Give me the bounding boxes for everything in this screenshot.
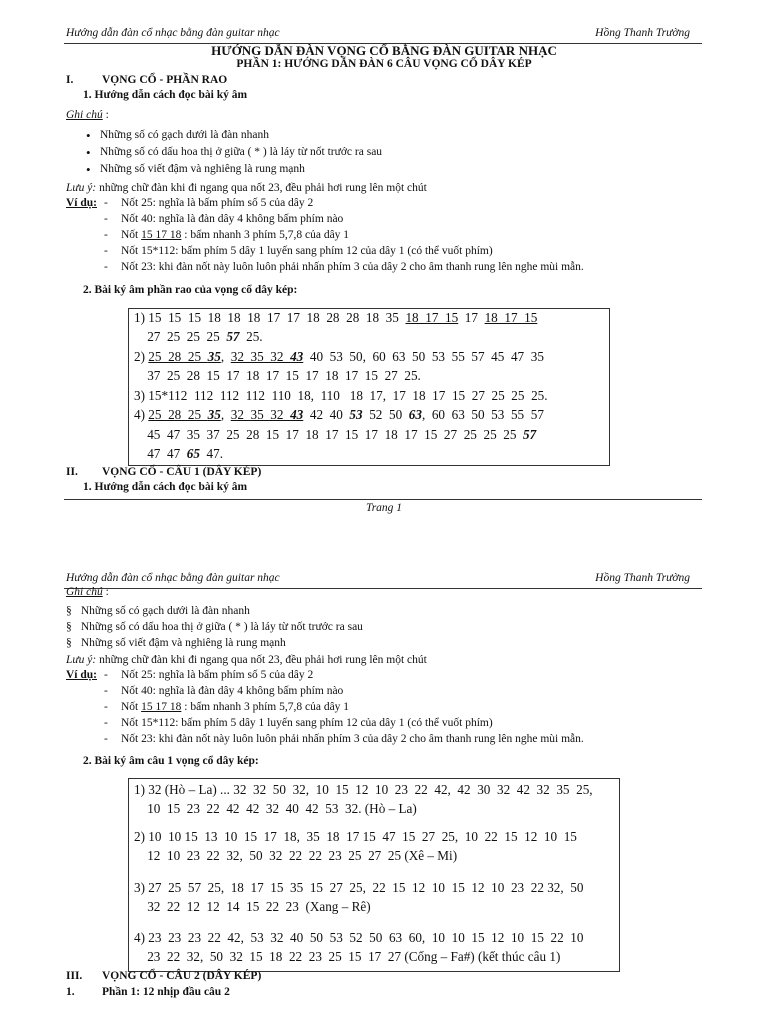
notation-line: 12 10 23 22 32, 50 32 22 22 23 25 27 25 (Xê – Mi) (134, 848, 458, 863)
luu-y-line (66, 182, 427, 194)
notation-segment: 43 (290, 407, 304, 422)
notation-segment: 18 17 15 (405, 310, 459, 325)
note-item (66, 621, 363, 633)
notation-line: 23 22 32, 50 32 15 18 22 23 25 15 17 27 (Cống – Fa#) (kết thúc câu 1) (134, 949, 561, 964)
notation-segment: 37 25 28 15 17 18 17 15 17 18 17 15 27 25. (134, 368, 421, 383)
note-item: • Những số có gạch dưới là đàn nhanh (86, 129, 382, 146)
example-text: Nốt 25: nghĩa là bấm phím số 5 của dây 2 (121, 197, 314, 209)
section-mark: § (66, 605, 72, 617)
section-mark: § (66, 621, 72, 633)
notation-line (134, 310, 537, 326)
notation-segment: 25 28 25 (148, 407, 208, 422)
note-text: Những số có dấu hoa thị ở giữa ( * ) là láy từ nốt trước ra sau (80, 621, 363, 633)
example-line: - Nốt 15*112: bấm phím 5 dây 1 luyến sang phím 12 của dây 1 (có thể vuốt phím) (104, 245, 493, 257)
section-2-sub1: 1. Hướng dẫn cách đọc bài ký âm (83, 481, 248, 493)
section-cau1-sub2: 2. Bài ký âm câu 1 vọng cổ dây kép: (83, 755, 259, 767)
header-left: Hướng dẫn đàn cổ nhạc bằng đàn guitar nhạc (66, 572, 280, 584)
note-item: • Những số viết đậm và nghiêng là rung mạnh (86, 163, 382, 180)
example-text: Nốt 40: nghĩa là đàn dây 4 không bấm phím nào (121, 213, 344, 225)
section-3-sub1 (66, 986, 230, 998)
example-line: Ví dụ: - Nốt 25: nghĩa là bấm phím số 5 của dây 2 (66, 197, 314, 209)
notation-segment: 57 (523, 427, 537, 442)
document-subtitle: PHẦN 1: HƯỚNG DẪN ĐÀN 6 CÂU VỌNG CỔ DÂY KÉP (236, 58, 532, 70)
notation-segment: 32 35 32 (230, 407, 291, 422)
notation-line: 3) 27 25 57 25, 18 17 15 35 15 27 25, 22 15 12 10 15 12 10 23 22 32, 50 (134, 880, 584, 895)
notation-segment: 43 (290, 349, 304, 364)
vi-du-label: Ví dụ: (66, 197, 97, 209)
example-text: : bấm nhanh 3 phím 5,7,8 của dây 1 (181, 229, 350, 241)
notation-line (134, 407, 544, 423)
rao-notation-box (128, 308, 610, 466)
note-label: Ghi chú (66, 586, 103, 598)
example-line: - Nốt 40: nghĩa là đàn dây 4 không bấm phím nào (104, 213, 344, 225)
notation-segment: 25. (239, 329, 263, 344)
example-line: - Nốt 15 17 18 : bấm nhanh 3 phím 5,7,8 của dây 1 (104, 701, 350, 713)
section-3-heading (66, 970, 261, 982)
notation-line (134, 427, 536, 443)
notation-segment: , 60 63 50 53 55 57 (421, 407, 544, 422)
notation-line: 4) 23 23 23 22 42, 53 32 40 50 53 52 50 63 60, 10 10 15 12 10 15 22 10 (134, 930, 584, 945)
section-1-heading (66, 74, 227, 86)
notation-line: 10 15 23 22 42 42 32 40 42 53 32. (Hò – La) (134, 801, 417, 816)
luu-y-line (66, 654, 427, 666)
page-number: Trang 1 (365, 502, 403, 514)
example-text: Nốt 25: nghĩa là bấm phím số 5 của dây 2 (121, 669, 314, 681)
example-underlined: 15 17 18 (141, 701, 182, 713)
notation-segment: 40 53 50, 60 63 50 53 55 57 45 47 35 (303, 349, 544, 364)
page1-header (64, 27, 702, 44)
notation-segment: 4) (134, 407, 149, 422)
notation-line: 32 22 12 12 14 15 22 23 (Xang – Rê) (134, 899, 371, 914)
note-heading (66, 586, 109, 598)
luu-y-label: Lưu ý: (66, 654, 97, 666)
notation-segment: 52 50 (362, 407, 409, 422)
header-left: Hướng dẫn đàn cổ nhạc bằng đàn guitar nhạc (66, 27, 280, 39)
header-right: Hồng Thanh Trường (595, 572, 690, 584)
section-2-number: II. (66, 466, 78, 478)
notation-segment: 47. (199, 446, 224, 461)
notation-segment: 35 (207, 349, 221, 364)
notation-line (134, 368, 421, 384)
example-text: Nốt 40: nghĩa là đàn dây 4 không bấm phím nào (121, 685, 344, 697)
page1-footer-rule (64, 499, 702, 500)
example-line: Ví dụ: - Nốt 25: nghĩa là bấm phím số 5 của dây 2 (66, 669, 314, 681)
notation-line: 2) 10 10 15 13 10 15 17 18, 35 18 17 15 47 15 27 25, 10 22 15 12 10 15 (134, 829, 577, 844)
example-text: Nốt 15*112: bấm phím 5 dây 1 luyến sang phím 12 của dây 1 (có thể vuốt phím) (121, 245, 493, 257)
luu-y-label: Lưu ý: (66, 182, 97, 194)
luu-y-text: những chữ đàn khi đi ngang qua nốt 23, đều phải hơi rung lên một chút (96, 654, 427, 666)
note-text: Những số viết đậm và nghiêng là rung mạnh (80, 637, 286, 649)
notation-segment: , (220, 349, 231, 364)
note-item (66, 605, 250, 617)
notation-segment: 35 (207, 407, 221, 422)
section-3-number: III. (66, 970, 83, 982)
example-text: Nốt 23: khi đàn nốt này luôn luôn phải nhấn phím 3 của dây 2 cho âm thanh rung lên nghe mùi mẫn. (121, 261, 584, 273)
notation-segment: 65 (186, 446, 200, 461)
note-colon: : (102, 586, 109, 598)
section-1-number: I. (66, 74, 74, 86)
notation-segment: 25 28 25 (148, 349, 208, 364)
notation-line (134, 388, 548, 404)
example-text: Nốt (121, 701, 142, 713)
note-item: • Những số có dấu hoa thị ở giữa ( * ) là láy từ nốt trước ra sau (86, 146, 382, 163)
example-line: - Nốt 23: khi đàn nốt này luôn luôn phải nhấn phím 3 của dây 2 cho âm thanh rung lên nghe mùi mẫn. (104, 733, 584, 745)
section-2-title: VỌNG CỔ - CÂU 1 (DÂY KÉP) (102, 466, 262, 478)
notation-segment: 27 25 25 25 (134, 329, 227, 344)
example-text: Nốt 15*112: bấm phím 5 dây 1 luyến sang phím 12 của dây 1 (có thể vuốt phím) (121, 717, 493, 729)
section-1-title: VỌNG CỔ - PHẦN RAO (102, 74, 228, 86)
document-title: HƯỚNG DẪN ĐÀN VỌNG CỔ BẰNG ĐÀN GUITAR NHẠC (211, 43, 557, 58)
note-text: Những số có gạch dưới là đàn nhanh (80, 605, 250, 617)
example-text: Nốt (121, 229, 142, 241)
notation-segment: 63 (408, 407, 422, 422)
section-1-sub1: 1. Hướng dẫn cách đọc bài ký âm (83, 89, 248, 101)
section-1-sub2: 2. Bài ký âm phần rao của vọng cổ dây kép: (83, 284, 298, 296)
notation-segment: 57 (226, 329, 240, 344)
note-list (86, 129, 382, 180)
example-line: - Nốt 15*112: bấm phím 5 dây 1 luyến sang phím 12 của dây 1 (có thể vuốt phím) (104, 717, 493, 729)
note-label: Ghi chú (66, 109, 103, 121)
notation-line (134, 329, 263, 345)
notation-segment: 17 (458, 310, 485, 325)
example-line: - Nốt 40: nghĩa là đàn dây 4 không bấm phím nào (104, 685, 344, 697)
cau1-notation-box (128, 778, 620, 972)
section-2-heading (66, 466, 261, 478)
section-3-sub-title: Phần 1: 12 nhịp đầu câu 2 (102, 986, 230, 998)
notation-segment: , (220, 407, 231, 422)
example-underlined: 15 17 18 (141, 229, 182, 241)
example-line: - Nốt 23: khi đàn nốt này luôn luôn phải nhấn phím 3 của dây 2 cho âm thanh rung lên nghe mùi mẫn. (104, 261, 584, 273)
section-3-title: VỌNG CỔ - CÂU 2 (DÂY KÉP) (102, 970, 262, 982)
notation-segment: 3) 15*112 112 112 112 110 18, 110 18 17, 17 18 17 15 27 25 25 25. (134, 388, 548, 403)
notation-segment: 47 47 (134, 446, 187, 461)
note-colon: : (102, 109, 109, 121)
notation-segment: 53 (349, 407, 363, 422)
notation-segment: 45 47 35 37 25 28 15 17 18 17 15 17 18 17 15 27 25 25 25 (134, 427, 524, 442)
notation-segment: 2) (134, 349, 149, 364)
vi-du-label: Ví dụ: (66, 669, 97, 681)
section-3-sub-number: 1. (66, 986, 75, 998)
note-item (66, 637, 286, 649)
header-right: Hồng Thanh Trường (595, 27, 690, 39)
example-text: Nốt 23: khi đàn nốt này luôn luôn phải nhấn phím 3 của dây 2 cho âm thanh rung lên nghe mùi mẫn. (121, 733, 584, 745)
notation-line (134, 446, 223, 462)
example-text: : bấm nhanh 3 phím 5,7,8 của dây 1 (181, 701, 350, 713)
notation-segment: 32 35 32 (230, 349, 291, 364)
notation-segment: 42 40 (303, 407, 350, 422)
luu-y-text: những chữ đàn khi đi ngang qua nốt 23, đều phải hơi rung lên một chút (96, 182, 427, 194)
notation-line: 1) 32 (Hò – La) ... 32 32 50 32, 10 15 12 10 23 22 42, 42 30 32 42 32 35 25, (134, 782, 593, 797)
notation-segment: 18 17 15 (484, 310, 538, 325)
example-line: - Nốt 15 17 18 : bấm nhanh 3 phím 5,7,8 của dây 1 (104, 229, 350, 241)
notation-line (134, 349, 544, 365)
notation-segment: 1) 15 15 15 18 18 18 17 17 18 28 28 18 35 (134, 310, 406, 325)
note-heading (66, 109, 109, 121)
page2-header (64, 572, 702, 589)
section-mark: § (66, 637, 72, 649)
